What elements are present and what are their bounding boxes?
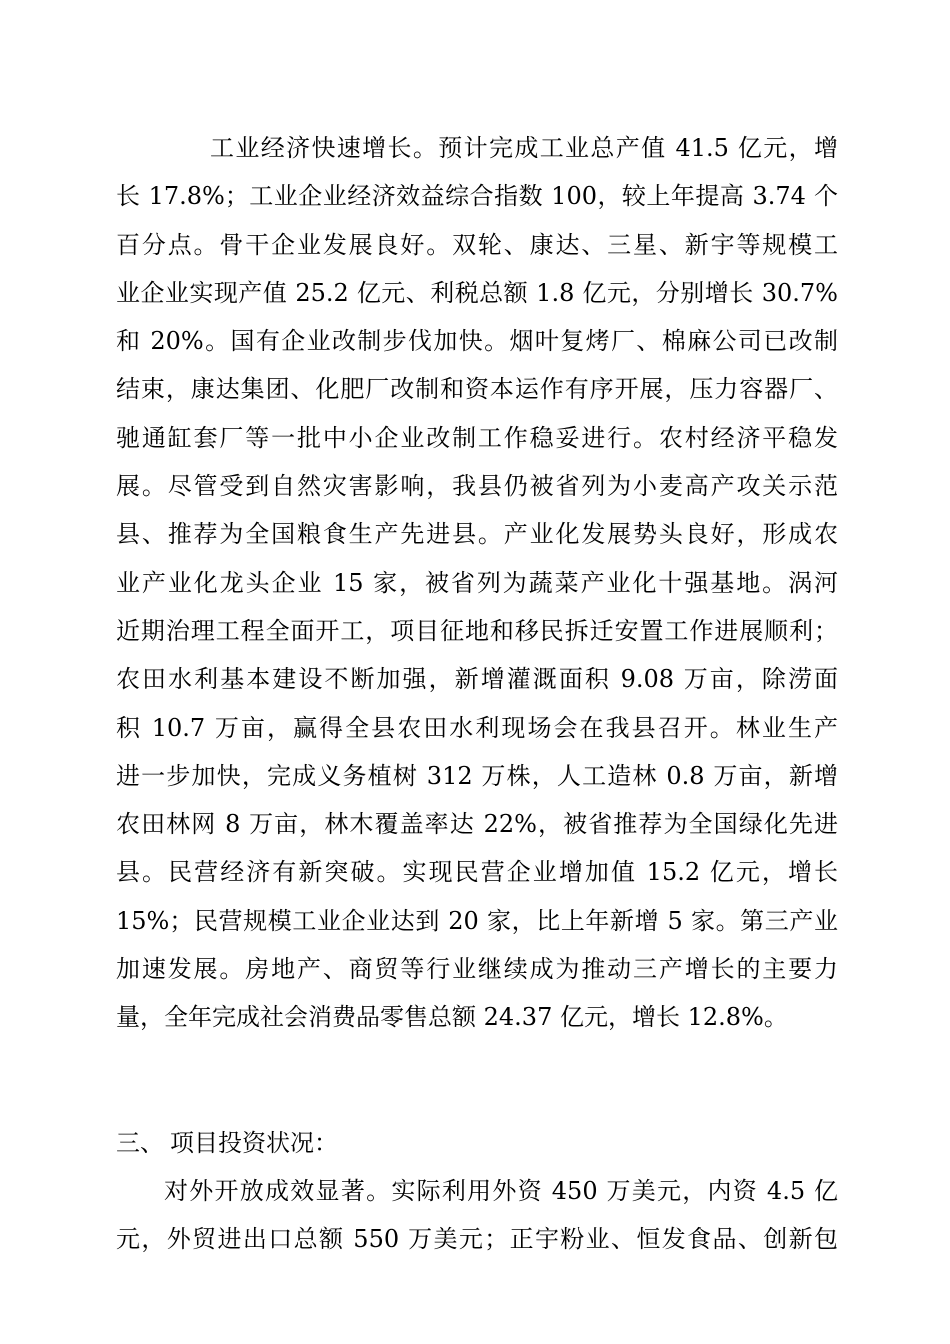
paragraph-line: 加速发展。房地产、商贸等行业继续成为推动三产增长的主要力 [116,955,838,984]
paragraph-line: 积 10.7 万亩，赢得全县农田水利现场会在我县召开。林业生产 [116,713,838,742]
paragraph-line: 15%；民营规模工业企业达到 20 家，比上年新增 5 家。第三产业 [116,906,838,935]
paragraph-line: 对外开放成效显著。实际利用外资 450 万美元，内资 4.5 亿 [164,1177,838,1205]
section-heading [116,1119,338,1167]
paragraph-line: 工业经济快速增长。预计完成工业总产值 41.5 亿元，增 [210,134,838,162]
paragraph-line: 量，全年完成社会消费品零售总额 24.37 亿元，增长 12.8%。 [116,1003,788,1032]
paragraph-line: 驰通缸套厂等一批中小企业改制工作稳妥进行。农村经济平稳发 [116,423,838,452]
paragraph-line: 农田水利基本建设不断加强，新增灌溉面积 9.08 万亩，除涝面 [116,665,838,694]
paragraph-industrial-economy [116,124,838,1042]
paragraph-line: 长 17.8%；工业企业经济效益综合指数 100，较上年提高 3.74 个 [116,182,838,211]
paragraph-line: 农田林网 8 万亩，林木覆盖率达 22%，被省推荐为全国绿化先进 [116,810,838,839]
paragraph-line: 展。尽管受到自然灾害影响，我县仍被省列为小麦高产攻关示范 [116,472,838,501]
paragraph-line: 百分点。骨干企业发展良好。双轮、康达、三星、新宇等规模工 [116,230,838,259]
paragraph-line: 结束，康达集团、化肥厂改制和资本运作有序开展，压力容器厂、 [116,375,838,404]
paragraph-line: 和 20%。国有企业改制步伐加快。烟叶复烤厂、棉麻公司已改制 [116,327,838,356]
paragraph-line: 县。民营经济有新突破。实现民营企业增加值 15.2 亿元，增长 [116,858,838,887]
section-number: 三、 [116,1129,164,1157]
paragraph-line: 业企业实现产值 25.2 亿元、利税总额 1.8 亿元，分别增长 30.7% [116,278,838,307]
paragraph-line: 进一步加快，完成义务植树 312 万株，人工造林 0.8 万亩，新增 [116,761,838,790]
paragraph-line: 近期治理工程全面开工，项目征地和移民拆迁安置工作进展顺利； [116,616,838,645]
paragraph-line: 业产业化龙头企业 15 家，被省列为蔬菜产业化十强基地。涡河 [116,568,838,597]
section-title: 项目投资状况： [170,1129,338,1157]
paragraph-line: 县、推荐为全国粮食生产先进县。产业化发展势头良好，形成农 [116,520,838,549]
paragraph-line: 元，外贸进出口总额 550 万美元；正宇粉业、恒发食品、创新包 [116,1225,838,1254]
paragraph-project-investment [116,1167,838,1264]
